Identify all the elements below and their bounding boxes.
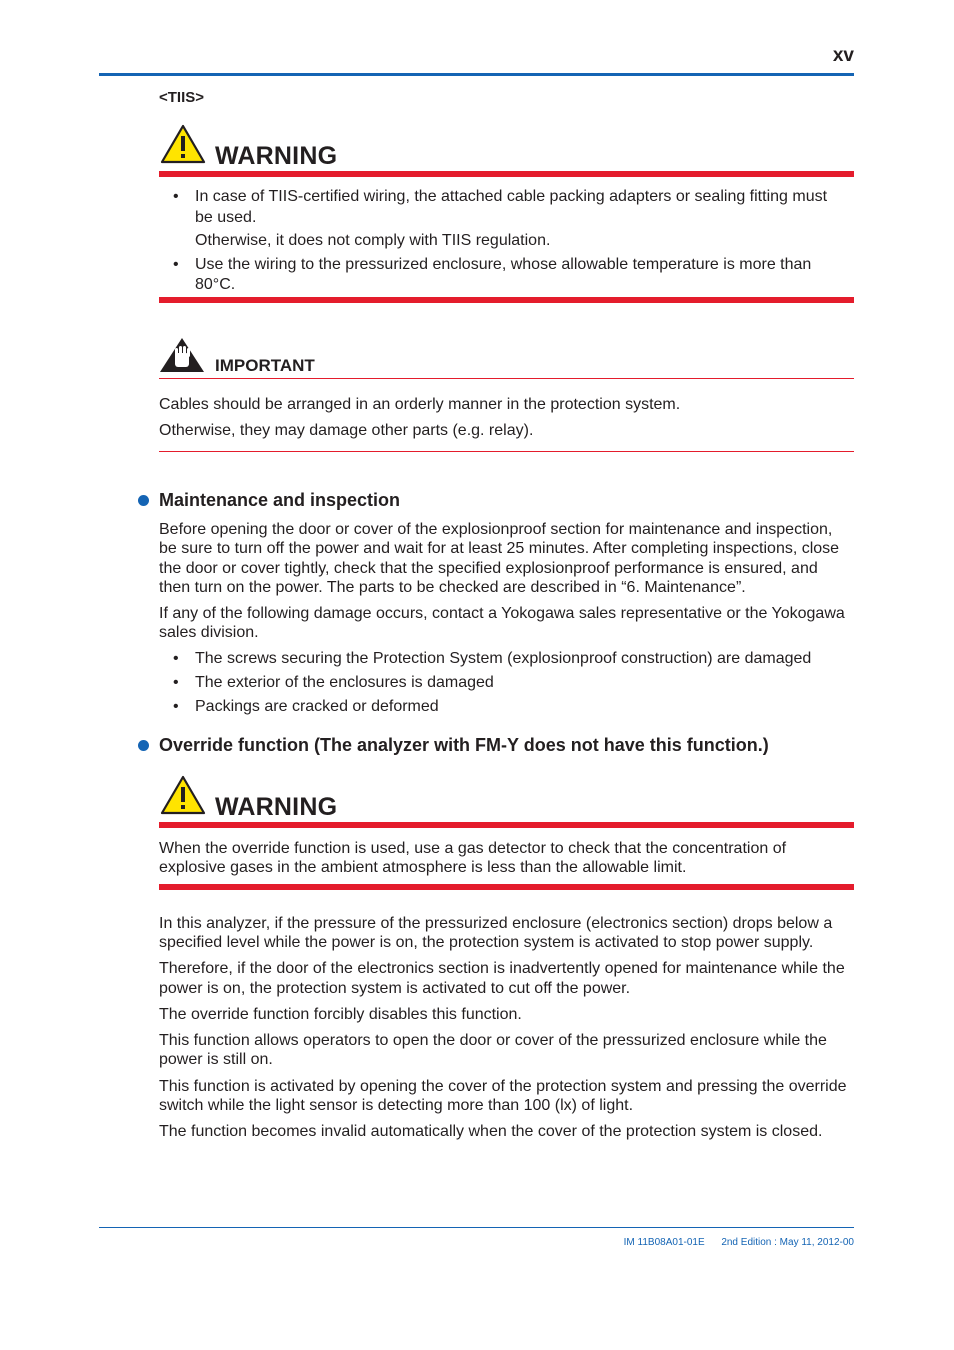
warning-triangle-icon <box>160 775 206 815</box>
warning-triangle-icon <box>160 124 206 164</box>
paragraph-line: Before opening the door or cover of the explosionproof section for maintenance and inspection, <box>159 521 833 538</box>
paragraph-line: This function allows operators to open the door or cover of the pressurized enclosure while the <box>159 1032 827 1049</box>
bullet-mark: • <box>173 188 179 205</box>
important-text: Cables should be arranged in an orderly manner in the protection system. <box>159 396 681 413</box>
paragraph-line: The override function forcibly disables this function. <box>159 1006 522 1023</box>
header-rule <box>99 73 854 76</box>
paragraph-line: power is still on. <box>159 1051 273 1068</box>
list-item-text: The exterior of the enclosures is damaged <box>195 674 494 691</box>
section-heading: Maintenance and inspection <box>159 490 401 510</box>
blue-dot-icon <box>138 740 149 751</box>
important-text: Otherwise, they may damage other parts (e.g. relay). <box>159 422 534 439</box>
bullet-mark: • <box>173 256 179 273</box>
paragraph-line: be sure to turn off the power and wait for at least 25 minutes. After completing inspections, close <box>159 540 840 557</box>
warning-title: WARNING <box>215 793 338 821</box>
paragraph-line: The function becomes invalid automatically when the cover of the protection system is closed. <box>159 1123 823 1140</box>
warning-text: When the override function is used, use a gas detector to check that the concentration of <box>159 840 787 857</box>
paragraph-line: In this analyzer, if the pressure of the pressurized enclosure (electronics section) drops below a <box>159 915 833 932</box>
paragraph-line: This function is activated by opening the cover of the protection system and pressing the override <box>159 1078 847 1095</box>
section-heading: Override function (The analyzer with FM-Y does not have this function.) <box>159 735 769 755</box>
important-bottom-rule <box>159 451 854 452</box>
list-item <box>159 649 854 671</box>
list-item-text: The screws securing the Protection System (explosionproof construction) are damaged <box>195 650 812 667</box>
stop-hand-icon <box>159 337 205 373</box>
bullet-mark: • <box>173 698 179 715</box>
warning-bottom-bar <box>159 297 854 303</box>
section-tag: <TIIS> <box>159 89 205 106</box>
paragraph-line: If any of the following damage occurs, contact a Yokogawa sales representative or the Yokogawa <box>159 605 845 622</box>
list-item <box>159 697 854 719</box>
page-number: xv <box>832 45 854 66</box>
warning-text: explosive gases in the ambient atmosphere is less than the allowable limit. <box>159 859 687 876</box>
warning-top-bar <box>159 822 854 828</box>
paragraph-line: sales division. <box>159 624 259 641</box>
warning-text: 80°C. <box>195 276 236 293</box>
paragraph-line: power is on, the protection system is activated to cut off the power. <box>159 980 631 997</box>
blue-dot-icon <box>138 495 149 506</box>
warning-title: WARNING <box>215 142 338 170</box>
list-item-text: Packings are cracked or deformed <box>195 698 439 715</box>
warning-text: be used. <box>195 209 257 226</box>
list-item <box>159 187 854 209</box>
paragraph-line: the door or cover tightly, check that the specified explosionproof performance is ensured, and <box>159 560 818 577</box>
list-item <box>159 255 854 277</box>
important-top-rule <box>159 378 854 379</box>
warning-bottom-bar <box>159 884 854 890</box>
footer <box>624 1237 854 1248</box>
paragraph-line: then turn on the power. The parts to be checked are described in “6. Maintenance”. <box>159 579 746 596</box>
warning-text: Otherwise, it does not comply with TIIS regulation. <box>195 232 551 249</box>
document-id: IM 11B08A01-01E <box>623 1237 705 1248</box>
important-title: IMPORTANT <box>215 356 315 375</box>
warning-text: In case of TIIS-certified wiring, the attached cable packing adapters or sealing fitting must <box>195 188 828 205</box>
footer-rule <box>99 1227 854 1228</box>
edition-date: 2nd Edition : May 11, 2012-00 <box>721 1237 854 1248</box>
warning-text: Use the wiring to the pressurized enclosure, whose allowable temperature is more than <box>195 256 812 273</box>
bullet-mark: • <box>173 674 179 691</box>
list-item <box>159 673 854 695</box>
paragraph-line: switch while the light sensor is detecting more than 100 (lx) of light. <box>159 1097 634 1114</box>
paragraph-line: Therefore, if the door of the electronics section is inadvertently opened for maintenance while the <box>159 960 845 977</box>
paragraph-line: specified level while the power is on, the protection system is activated to stop power supply. <box>159 934 814 951</box>
bullet-mark: • <box>173 650 179 667</box>
warning-top-bar <box>159 171 854 177</box>
